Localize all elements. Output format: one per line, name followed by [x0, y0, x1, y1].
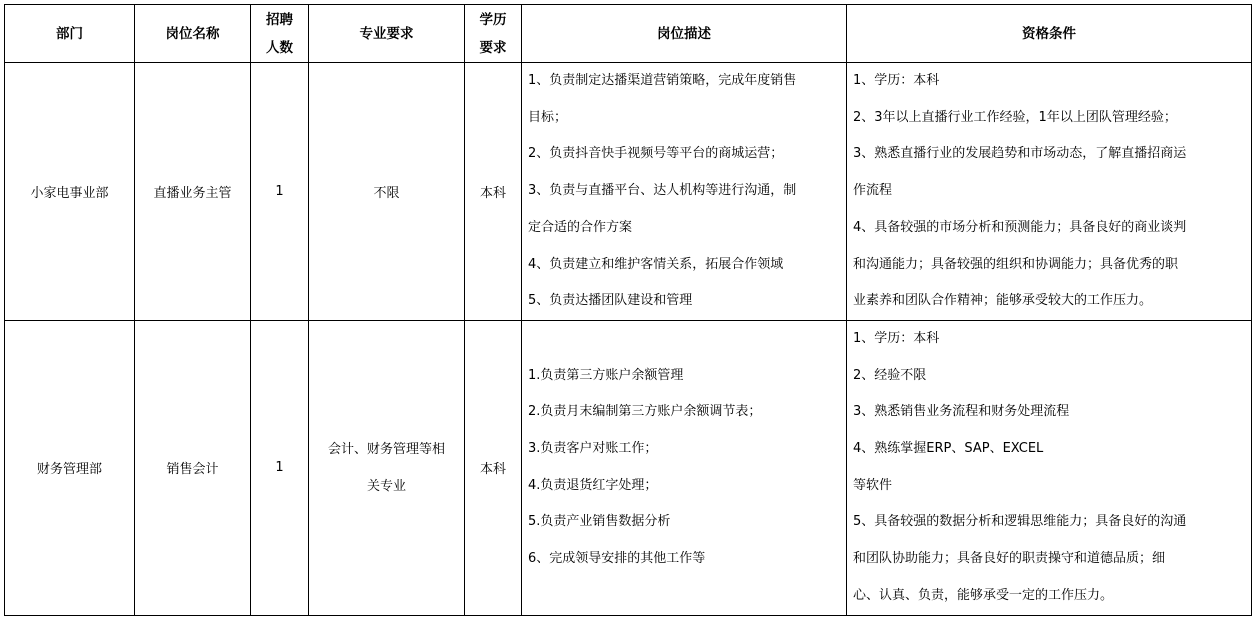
- table-row: [5, 63, 1252, 321]
- qualification-line: 心、认真、负责，能够承受一定的工作压力。: [853, 587, 1114, 603]
- description-line: 4.负责退货红字处理；: [528, 477, 658, 493]
- qualification-line: 业素养和团队合作精神；能够承受较大的工作压力。: [853, 293, 1153, 309]
- qualification-line: 2、经验不限: [853, 367, 927, 383]
- header-description: 岗位描述: [522, 5, 847, 63]
- description-line: 2、负责抖音快手视频号等平台的商城运营；: [528, 146, 784, 162]
- cell-description: [522, 320, 847, 615]
- qualification-line: 和沟通能力；具备较强的组织和协调能力；具备优秀的职: [853, 256, 1179, 272]
- header-count: [251, 5, 309, 63]
- cell-description: [522, 63, 847, 321]
- qualification-line: 5、具备较强的数据分析和逻辑思维能力；具备良好的沟通: [853, 514, 1187, 530]
- header-row: [5, 5, 1252, 63]
- description-line: 6、完成领导安排的其他工作等: [528, 551, 706, 567]
- cell-dept: 小家电事业部: [5, 63, 135, 321]
- cell-education: 本科: [465, 320, 522, 615]
- cell-count: 1: [251, 320, 309, 615]
- cell-major: 不限: [309, 63, 465, 321]
- header-major: 专业要求: [309, 5, 465, 63]
- cell-position: 销售会计: [135, 320, 251, 615]
- cell-education: 本科: [465, 63, 522, 321]
- qualification-line: 3、熟悉销售业务流程和财务处理流程: [853, 404, 1070, 420]
- qualification-line: 4、具备较强的市场分析和预测能力；具备良好的商业谈判: [853, 219, 1187, 235]
- qualification-line: 1、学历：本科: [853, 73, 940, 88]
- cell-qualifications: [847, 63, 1252, 321]
- header-edu-line1: 学历: [479, 11, 507, 28]
- cell-qualifications: [847, 320, 1252, 615]
- table-row: [5, 320, 1252, 615]
- header-dept: 部门: [5, 5, 135, 63]
- header-edu-line2: 要求: [479, 39, 507, 56]
- qualification-line: 和团队协助能力；具备良好的职责操守和道德品质；细: [853, 551, 1166, 567]
- description-line: 2.负责月末编制第三方账户余额调节表；: [528, 404, 762, 420]
- major-line1: 会计、财务管理等相: [327, 441, 445, 457]
- description-line: 5、负责达播团队建设和管理: [528, 293, 693, 309]
- header-education: [465, 5, 522, 63]
- description-line: 3、负责与直播平台、达人机构等进行沟通，制: [528, 183, 797, 199]
- cell-major: [309, 320, 465, 615]
- header-count-line2: 人数: [266, 39, 293, 56]
- description-line: 定合适的合作方案: [528, 219, 633, 235]
- header-count-line1: 招聘: [266, 11, 293, 28]
- qualification-line: 2、3年以上直播行业工作经验，1年以上团队管理经验；: [853, 109, 1177, 125]
- description-line: 4、负责建立和维护客情关系，拓展合作领域: [528, 256, 784, 272]
- qualification-line: 4、熟练掌握ERP、SAP、EXCEL: [853, 441, 1044, 457]
- header-position: 岗位名称: [135, 5, 251, 63]
- description-line: 1、负责制定达播渠道营销策略，完成年度销售: [528, 73, 797, 88]
- qualification-line: 等软件: [853, 477, 893, 493]
- description-line: 1.负责第三方账户余额管理: [528, 367, 684, 383]
- qualification-line: 3、熟悉直播行业的发展趋势和市场动态，了解直播招商运: [853, 146, 1187, 162]
- qualification-line: 作流程: [853, 183, 893, 199]
- description-line: 3.负责客户对账工作；: [528, 441, 658, 457]
- description-line: 目标；: [528, 109, 568, 125]
- header-qualifications: 资格条件: [847, 5, 1252, 63]
- cell-dept: 财务管理部: [5, 320, 135, 615]
- cell-count: 1: [251, 63, 309, 321]
- recruitment-table: [4, 4, 1252, 616]
- cell-position: 直播业务主管: [135, 63, 251, 321]
- description-line: 5.负责产业销售数据分析: [528, 514, 671, 530]
- major-line2: 关专业: [366, 478, 406, 494]
- qualification-line: 1、学历：本科: [853, 330, 940, 346]
